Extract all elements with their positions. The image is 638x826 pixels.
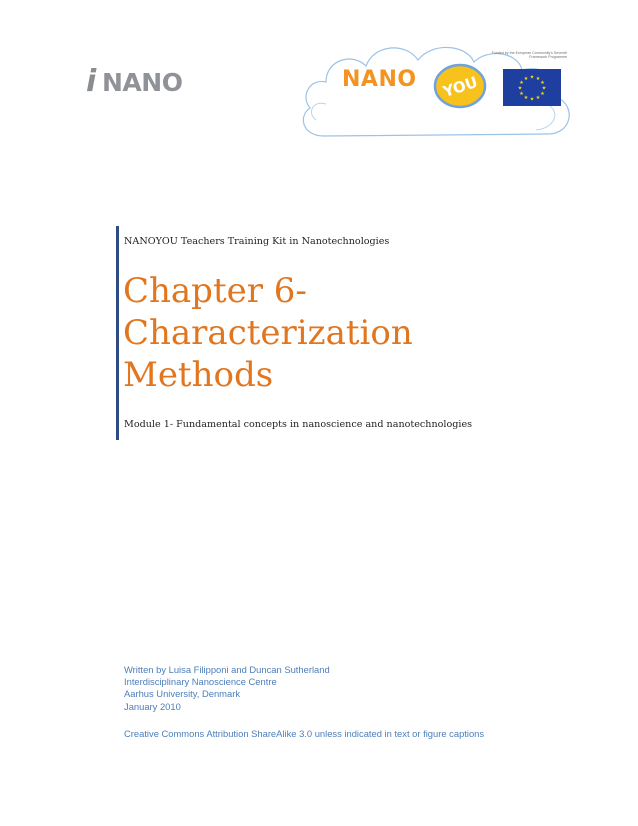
institute: Interdisciplinary Nanoscience Centre — [124, 676, 277, 688]
publication-date: January 2010 — [124, 700, 181, 712]
author-block — [124, 664, 544, 713]
module-title: Module 1- Fundamental concepts in nanoscience and nanotechnologies — [124, 419, 473, 430]
inano-logo-word: NANO — [102, 68, 183, 97]
university: Aarhus University, Denmark — [124, 688, 241, 700]
license-note: Creative Commons Attribution ShareAlike 3.0 unless indicated in text or figure captions — [124, 728, 485, 739]
title-accent-bar — [116, 226, 119, 440]
chapter-title-line: Characterization — [123, 313, 413, 353]
kit-title: NANOYOU Teachers Training Kit in Nanotechnologies — [124, 236, 390, 247]
written-by: Written by Luisa Filipponi and Duncan Sutherland — [124, 664, 330, 675]
inano-logo-prefix: i — [86, 64, 97, 99]
inano-logo — [86, 62, 186, 98]
eu-flag-icon — [503, 69, 561, 106]
svg-text:★: ★ — [519, 80, 524, 86]
svg-text:★: ★ — [540, 80, 545, 86]
chapter-title-line: Chapter 6- — [123, 271, 307, 311]
chapter-title-line: Methods — [123, 355, 274, 395]
funding-note: Funded by the European Community's Seventh Framework Programme — [491, 51, 567, 60]
svg-text:★: ★ — [540, 91, 545, 97]
svg-text:★: ★ — [519, 91, 524, 97]
svg-text:★: ★ — [535, 76, 541, 82]
you-badge-text: YOU — [440, 72, 480, 101]
nanoyou-logo-you — [433, 63, 487, 109]
svg-text:★: ★ — [517, 85, 523, 92]
svg-text:★: ★ — [523, 76, 529, 82]
svg-text:★: ★ — [535, 95, 541, 101]
chapter-title — [123, 270, 543, 396]
nanoyou-logo-nano: NANO — [342, 67, 417, 92]
svg-text:★: ★ — [541, 85, 547, 92]
svg-text:★: ★ — [523, 95, 529, 101]
svg-text:★: ★ — [529, 74, 535, 81]
svg-text:★: ★ — [529, 96, 535, 103]
